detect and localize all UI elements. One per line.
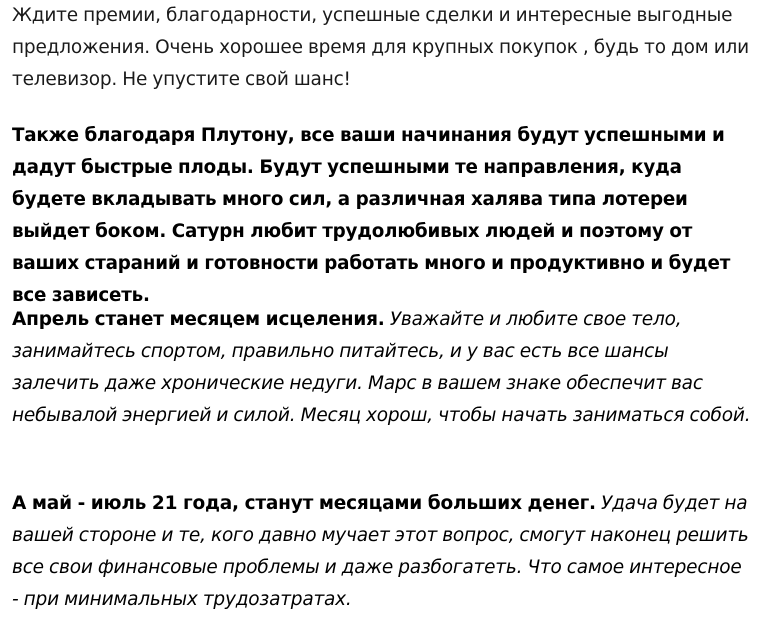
paragraph-premiums: Ждите премии, благодарности, успешные сделки и интересные выгодные предложения. Очень хорошее время для крупных покупок , будь то дом или телевизор. Не упустите свой шанс! xyxy=(12,5,749,90)
paragraph-may-july-lead: А май - июль 21 года, станут месяцами больших денег. xyxy=(12,493,596,514)
paragraph-pluto: Также благодаря Плутону, все ваши начинания будут успешными и дадут быстрые плоды. Будут успешными те направления, куда будете вкладывать много сил, а различная халява типа лотереи выйдет боком. Сатурн любит трудолюбивых людей и поэтому от ваших стараний и готовности работать много и продуктивно и будет все зависеть. xyxy=(12,125,731,306)
paragraph-may-july xyxy=(12,488,752,616)
paragraph-april xyxy=(12,304,752,432)
paragraph-april-lead: Апрель станет месяцем исцеления. xyxy=(12,309,385,330)
paragraph-may-july-body: Удача будет на вашей стороне и те, кого давно мучает этот вопрос, смогут наконец решить все свои финансовые проблемы и даже разбогатеть. Что самое интересное - при минимальных трудозатратах. xyxy=(12,493,749,610)
paragraph-april-body: Уважайте и любите свое тело, занимайтесь спортом, правильно питайтесь, и у вас есть все шансы залечить даже хронические недуги. Марс в вашем знаке обеспечит вас небывалой энергией и силой. Месяц хорош, чтобы начать заниматься собой. xyxy=(12,309,751,426)
